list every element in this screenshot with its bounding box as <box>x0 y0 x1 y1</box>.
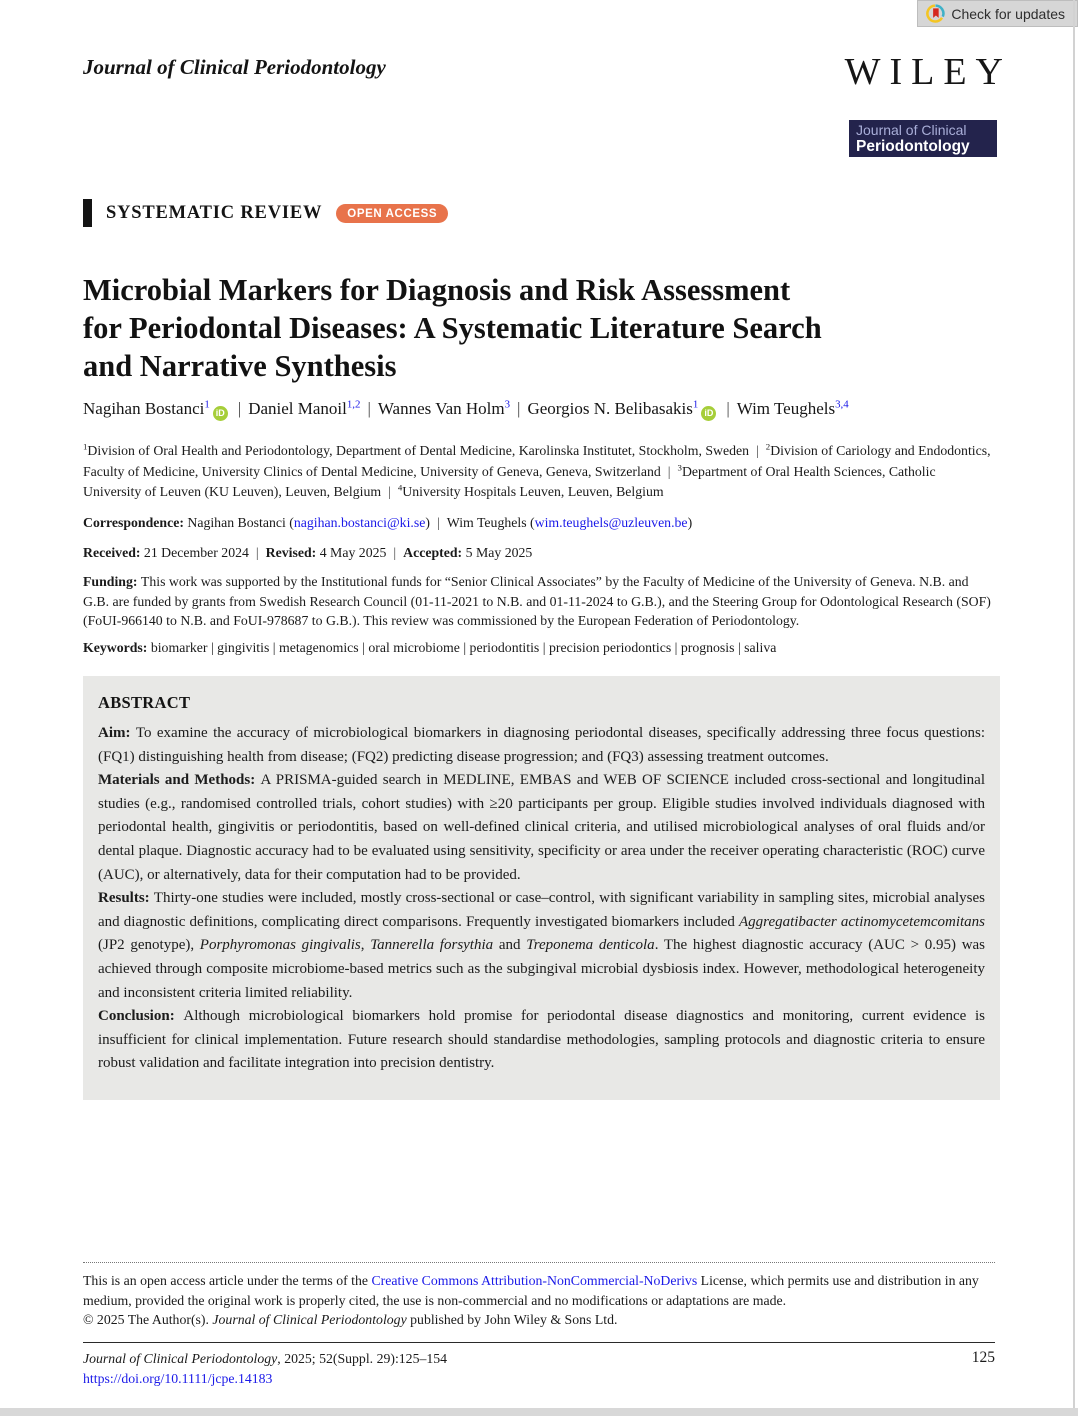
wiley-logo: WILEY <box>844 51 1012 93</box>
article-title-line-3: and Narrative Synthesis <box>83 349 397 383</box>
affiliation-superscript-link[interactable]: 1,2 <box>346 398 361 411</box>
affiliation-superscript: 4 <box>397 482 403 493</box>
text-link[interactable]: wim.teughels@uzleuven.be <box>534 515 688 530</box>
check-for-updates-button[interactable] <box>917 0 1078 27</box>
affiliation-superscript: 1 <box>83 441 88 452</box>
bottom-edge-strip <box>0 1408 1078 1416</box>
affiliation-superscript: 3 <box>677 461 682 472</box>
text-link[interactable]: nagihan.bostanci@ki.se <box>293 515 426 530</box>
author-list: Nagihan Bostanci$^1$iD | Daniel Manoil$^{1,2}$ | Wannes Van Holm$^3$ | Georgios N. Belibasakis$^1$iD | Wim Teughels$^{3,4}$ <box>83 399 995 421</box>
cover-line-1: Journal of Clinical <box>856 122 967 138</box>
cover-line-2: Periodontology <box>856 138 970 155</box>
article-title <box>83 271 983 385</box>
doi-link[interactable]: https://doi.org/10.1111/jcpe.14183 <box>83 1371 273 1386</box>
abstract-results: Results: Thirty-one studies were included, mostly cross-sectional or case–control, with significant variability in sampling sites, microbial analyses and diagnostic definitions, complicating direct comparisons. Frequently investigated biomarkers included Aggregatibacter actinomycetemcomitans (JP2 genotype), Porphyromonas gingivalis, Tannerella forsythia and Treponema denticola. The highest diagnostic accuracy (AUC > 0.95) was achieved through composite microbiome-based metrics such as the subgingival microbial dysbiosis index. However, methodological heterogeneity and inconsistent criteria limited reliability. <box>98 890 986 1001</box>
orcid-icon[interactable]: iD <box>701 406 716 421</box>
journal-name-header: Journal of Clinical Periodontology <box>83 55 386 79</box>
article-type-label: SYSTEMATIC REVIEW <box>106 202 323 223</box>
journal-cover-logo <box>849 120 997 157</box>
funding-statement: Funding: This work was supported by the Institutional funds for “Senior Clinical Associates” by the Faculty of Medicine of the University of Geneva. N.B. and G.B. are funded by grants from Swedish Research Council (01-11-2021 to N.B. and 01-11-2024 to G.B.), and the Steering Group for Odontological Research (SOF) (FoUI-966140 to N.B. and FoUI-978687 to G.B.). This review was commissioned by the European Federation of Periodontology. <box>83 574 991 629</box>
copyright-line: © 2025 The Author(s). Journal of Clinical Periodontology published by John Wiley & Sons Ltd. <box>83 1312 618 1327</box>
abstract-heading: ABSTRACT <box>98 693 191 712</box>
affiliation-superscript: 2 <box>765 441 771 452</box>
affiliation-superscript-link[interactable]: 1 <box>692 398 699 411</box>
affiliation-superscript-link[interactable]: 3,4 <box>835 398 849 411</box>
correspondence-line: Correspondence: Nagihan Bostanci (nagihan.bostanci@ki.se) | Wim Teughels (wim.teughels@uzleuven.be) <box>83 515 693 530</box>
license-statement: This is an open access article under the terms of the Creative Commons Attribution-NonCommercial-NoDerivs License, which permits use and distribution in any medium, provided the original work is properly cited, the use is non-commercial and no modifications or adaptations are made. <box>83 1273 979 1308</box>
dotted-divider <box>83 1262 995 1263</box>
article-type-banner <box>83 199 448 227</box>
check-for-updates-label: Check for updates <box>951 5 1065 22</box>
affiliation-superscript-link[interactable]: 1 <box>204 398 210 411</box>
text-link[interactable]: Creative Commons Attribution-NonCommercial-NoDerivs <box>371 1273 698 1288</box>
affiliations: $^1$Division of Oral Health and Periodontology, Department of Dental Medicine, Karolinska Institutet, Stockholm, Sweden | $^2$Division of Cariology and Endodontics, Faculty of Medicine, University Clinics of Dental Medicine, University of Geneva, Geneva, Switzerland | $^3$Department of Oral Health Sciences, Catholic University of Leuven (KU Leuven), Leuven, Belgium | $^4$University Hospitals Leuven, Leuven, Belgium <box>83 441 991 499</box>
abstract-section <box>83 676 1000 1100</box>
page-number: 125 <box>971 1349 995 1366</box>
open-access-badge: OPEN ACCESS <box>336 204 448 223</box>
footer-divider <box>83 1342 995 1343</box>
abstract-materials-and-methods: Materials and Methods: A PRISMA-guided search in MEDLINE, EMBAS and WEB OF SCIENCE included cross-sectional and longitudinal studies (e.g., randomised controlled trials, cohort studies) with ≥20 participants per group. Eligible studies involved individuals diagnosed with periodontal health, gingivitis or periodontitis, based on well-defined clinical criteria, and utilised microbiological analyses of oral fluids and/or dental plaque. Diagnostic accuracy had to be evaluated using sensitivity, specificity or area under the receiver operating characteristic (ROC) curve (AUC), or alternatively, data for their computation had to be provided. <box>98 772 986 883</box>
abstract-aim: Aim: To examine the accuracy of microbiological biomarkers in diagnosing periodontal diseases, specifically addressing three focus questions: (FQ1) distinguishing health from disease; (FQ2) predicting disease progression; and (FQ3) assessing treatment outcomes. <box>98 725 986 765</box>
banner-accent-bar <box>83 199 92 227</box>
article-title-line-2: for Periodontal Diseases: A Systematic Literature Search <box>83 311 822 345</box>
footer-citation: Journal of Clinical Periodontology, 2025; 52(Suppl. 29):125–154 <box>83 1351 448 1366</box>
article-title-line-1: Microbial Markers for Diagnosis and Risk Assessment <box>83 273 791 307</box>
page-right-edge <box>1073 0 1075 1416</box>
orcid-icon[interactable]: iD <box>213 406 228 421</box>
keywords-line: Keywords: biomarker | gingivitis | metagenomics | oral microbiome | periodontitis | precision periodontics | prognosis | saliva <box>83 640 777 655</box>
crossmark-icon <box>926 4 945 23</box>
affiliation-superscript-link[interactable]: 3 <box>504 398 511 411</box>
abstract-conclusion: Conclusion: Although microbiological biomarkers hold promise for periodontal disease diagnostics and monitoring, current evidence is insufficient for clinical implementation. Future research should standardise methodologies, sampling protocols and diagnostic criteria to ensure robust validation and facilitate integration into precision dentistry. <box>98 1008 986 1072</box>
history-dates-line: Received: 21 December 2024 | Revised: 4 May 2025 | Accepted: 5 May 2025 <box>83 545 533 560</box>
